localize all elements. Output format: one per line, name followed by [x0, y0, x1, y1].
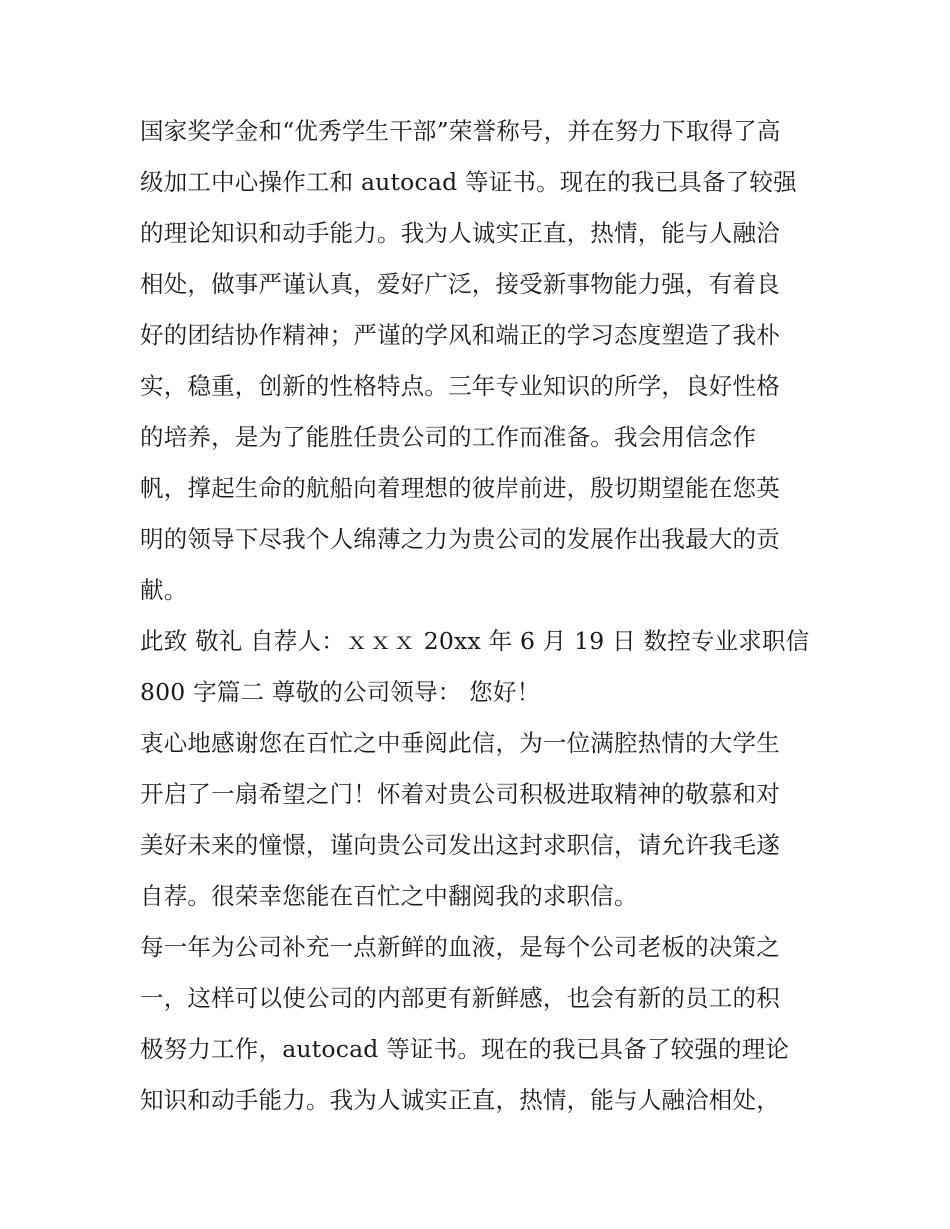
text-line: 好的团结协作精神；严谨的学风和端正的学习态度塑造了我朴: [140, 321, 780, 349]
text-line: 献。: [140, 576, 188, 604]
text-line: 的培养，是为了能胜任贵公司的工作而准备。我会用信念作: [140, 423, 757, 451]
text-line: 的理论知识和动手能力。我为人诚实正直，热情，能与人融洽: [140, 219, 780, 247]
paragraph-closing-and-heading: [140, 616, 812, 718]
text-line: 知识和动手能力。我为人诚实正直，热情，能与人融洽相处，: [140, 1086, 780, 1114]
paragraph-company-needs: [140, 922, 812, 1126]
text-line: 帆，撑起生命的航船向着理想的彼岸前进，殷切期望能在您英: [140, 474, 780, 502]
text-line: 相处，做事严谨认真，爱好广泛，接受新事物能力强，有着良: [140, 270, 780, 298]
paragraph-gratitude: [140, 718, 812, 922]
text-line: 级加工中心操作工和 autocad 等证书。现在的我已具备了较强: [140, 168, 797, 196]
document-body: [140, 106, 812, 1126]
text-line: 此致 敬礼 自荐人：ｘｘｘ 20xx 年 6 月 19 日 数控专业求职信: [140, 627, 810, 655]
text-line: 实，稳重，创新的性格特点。三年专业知识的所学，良好性格: [140, 372, 780, 400]
text-line: 极努力工作，autocad 等证书。现在的我已具备了较强的理论: [140, 1035, 790, 1063]
text-line: 自荐。很荣幸您能在百忙之中翻阅我的求职信。: [140, 882, 638, 910]
text-line: 800 字篇二 尊敬的公司领导： 您好！: [140, 678, 541, 706]
text-line: 开启了一扇希望之门！怀着对贵公司积极进取精神的敬慕和对: [140, 780, 780, 808]
text-line: 每一年为公司补充一点新鲜的血液，是每个公司老板的决策之: [140, 933, 780, 961]
text-line: 衷心地感谢您在百忙之中垂阅此信，为一位满腔热情的大学生: [140, 729, 780, 757]
text-line: 国家奖学金和“优秀学生干部”荣誉称号，并在努力下取得了高: [140, 117, 781, 145]
text-line: 美好未来的憧憬，谨向贵公司发出这封求职信，请允许我毛遂: [140, 831, 780, 859]
text-line: 一，这样可以使公司的内部更有新鲜感，也会有新的员工的积: [140, 984, 780, 1012]
paragraph-self-introduction: [140, 106, 812, 616]
text-line: 明的领导下尽我个人绵薄之力为贵公司的发展作出我最大的贡: [140, 525, 780, 553]
